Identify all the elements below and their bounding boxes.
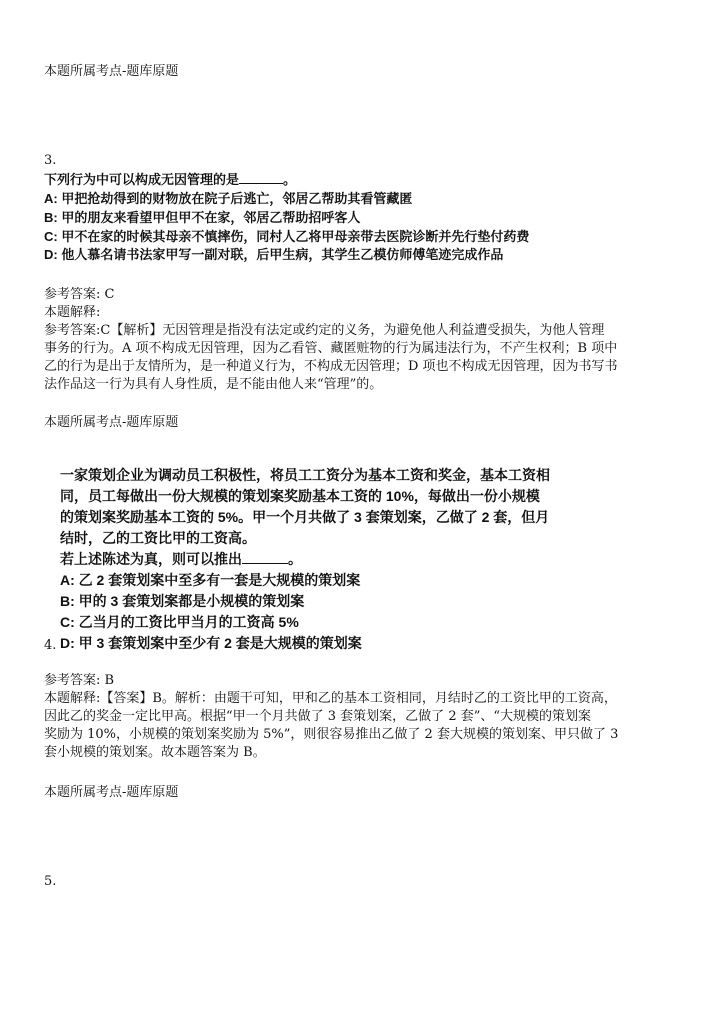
question-4-explanation-line: 套小规模的策划案。故本题答案为 B。 bbox=[44, 745, 266, 760]
question-3-stem-end: 。 bbox=[283, 172, 297, 187]
question-3-option-b: B: 甲的朋友来看望甲但甲不在家，邻居乙帮助招呼客人 bbox=[44, 210, 361, 225]
question-4-number: 4. bbox=[44, 638, 57, 653]
question-3-option-c: C: 甲不在家的时候其母亲不慎摔伤，同村人乙将甲母亲带去医院诊断并先行垫付药费 bbox=[44, 229, 530, 244]
question-4-prompt-end: 。 bbox=[288, 551, 302, 567]
question-3-explanation-label: 本题解释: bbox=[44, 305, 101, 320]
question-3-stem-text: 下列行为中可以构成无因管理的是 bbox=[44, 172, 240, 187]
question-3-stem bbox=[44, 171, 296, 189]
answer-blank bbox=[242, 552, 288, 564]
question-4-explanation-line: 本题解释:【答案】B。解析：由题干可知，甲和乙的基本工资相同，月结时乙的工资比甲的工资高， bbox=[44, 691, 617, 706]
question-5-number: 5. bbox=[44, 874, 57, 889]
question-4-stem-line: 同，员工每做出一份大规模的策划案奖励基本工资的 10%，每做出一份小规模 bbox=[60, 488, 540, 504]
question-4-prompt bbox=[60, 549, 302, 569]
question-4-option-d: D: 甲 3 套策划案中至少有 2 套是大规模的策划案 bbox=[60, 635, 362, 651]
question-4-option-b: B: 甲的 3 套策划案都是小规模的策划案 bbox=[60, 593, 305, 609]
question-4-explanation-line: 奖励为 10%，小规模的策划案奖励为 5%”，则很容易推出乙做了 2 套大规模的策划案、甲只做了 3 bbox=[44, 727, 619, 742]
question-4-stem-line: 的策划案奖励基本工资的 5%。甲一个月共做了 3 套策划案，乙做了 2 套，但月 bbox=[60, 509, 550, 525]
answer-blank bbox=[239, 172, 283, 184]
question-3-answer: 参考答案: C bbox=[44, 287, 115, 302]
question-4-option-a: A: 乙 2 套策划案中至多有一套是大规模的策划案 bbox=[60, 572, 361, 588]
question-3-explanation-line: 乙的行为是出于友情所为，是一种道义行为，不构成无因管理；D 项也不构成无因管理，因为书写书 bbox=[44, 359, 618, 374]
question-4-stem-line: 一家策划企业为调动员工积极性，将员工工资分为基本工资和奖金，基本工资相 bbox=[60, 467, 550, 483]
question-4-explanation-line: 因此乙的奖金一定比甲高。根据“甲一个月共做了 3 套策划案，乙做了 2 套”、“大规模的策划案 bbox=[44, 709, 592, 724]
question-4-prompt-text: 若上述陈述为真，则可以推出 bbox=[60, 551, 242, 567]
section-label: 本题所属考点-题库原题 bbox=[44, 415, 179, 430]
section-label: 本题所属考点-题库原题 bbox=[44, 64, 179, 79]
question-3-option-d: D: 他人慕名请书法家甲写一副对联，后甲生病，其学生乙模仿师傅笔迹完成作品 bbox=[44, 247, 504, 262]
question-3-explanation-line: 法作品这一行为具有人身性质，是不能由他人来“管理”的。 bbox=[44, 377, 383, 392]
question-3-number: 3. bbox=[44, 153, 57, 168]
question-3-explanation-line: 参考答案:C【解析】无因管理是指没有法定或约定的义务，为避免他人利益遭受损失，为他人管理 bbox=[44, 323, 605, 338]
question-4-option-c: C: 乙当月的工资比甲当月的工资高 5% bbox=[60, 614, 299, 630]
question-3-option-a: A: 甲把抢劫得到的财物放在院子后逃亡，邻居乙帮助其看管藏匿 bbox=[44, 191, 413, 206]
question-4-stem-line: 结时，乙的工资比甲的工资高。 bbox=[60, 530, 256, 546]
question-4-answer: 参考答案: B bbox=[44, 673, 115, 688]
question-3-explanation-line: 事务的行为。A 项不构成无因管理，因为乙看管、藏匿赃物的行为属违法行为，不产生权利；B 项中 bbox=[44, 341, 618, 356]
section-label: 本题所属考点-题库原题 bbox=[44, 785, 179, 800]
